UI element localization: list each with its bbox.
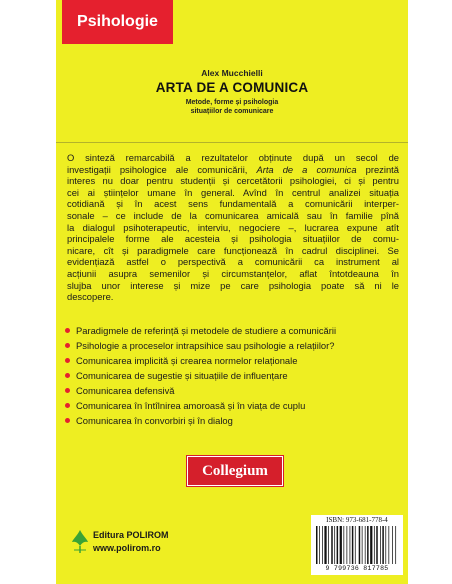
blurb-line: la dialogul psihoterapeutic, interviu, negociere –, lucrarea expune atît [67,221,399,233]
list-item-label: Comunicarea de sugestie și situațiile de influențare [76,370,288,381]
barcode-icon [315,526,399,564]
bullet-icon [65,358,70,363]
subtitle-line: situațiilor de comunicare [190,108,274,115]
blurb-line: descopere. [67,291,114,303]
blurb-text [67,152,399,303]
series-label: Psihologie [62,0,173,44]
collection-logo: Collegium [187,456,283,486]
book-title: ARTA DE A COMUNICA [155,80,309,95]
divider [56,142,408,143]
ean-digits: 9 799736 817785 [325,565,389,572]
blurb-line: cotidiană și în acest sens fundamentală a comunicării interper- [67,198,399,210]
book-subtitle [56,98,408,116]
bullet-icon [65,418,70,423]
barcode-block [311,515,403,575]
author-name: Alex Mucchielli [201,68,263,78]
blurb-line: investigații psihologice ale comunicării, Arta de a comunica prezintă [67,163,399,175]
list-item [65,383,405,398]
list-item [65,353,405,368]
list-item [65,413,405,428]
blurb-line: sonale – ce include de la comunicarea amicală sau în familie pînă [67,209,399,221]
isbn-text: ISBN: 973-681-778-4 [326,516,388,524]
list-item-label: Comunicarea defensivă [76,385,175,396]
blurb-line: slujba unor interese și mize pe care psihologia poate să ni le [67,279,399,291]
list-item [65,323,405,338]
blurb-line: nicare, cît și paradigmele care funcționează în cadrul disciplinei. Se [67,244,399,256]
list-item-label: Comunicarea în întîlnirea amoroasă și în viața de cuplu [76,400,306,411]
blurb-line: O sinteză remarcabilă a rezultatelor obținute după un secol de [67,152,399,163]
list-item-label: Paradigmele de referință și metodele de studiere a comunicării [76,325,337,336]
blurb-line: acțiunii asupra semenilor și circumstanțelor, aflat întotdeauna în [67,267,399,279]
list-item-label: Psihologie a proceselor intrapsihice sau psihologie a relațiilor? [76,340,335,351]
cover-panel [56,0,408,584]
polirom-logo-icon [70,528,90,554]
bullet-icon [65,388,70,393]
contents-list [65,323,405,428]
list-item [65,368,405,383]
blurb-line: principalele forme ale acesteia și psihologia situațiilor de comu- [67,233,399,245]
list-item-label: Comunicarea implicită și crearea normelor relaționale [76,355,298,366]
publisher-name: Editura POLIROM [93,530,169,540]
bullet-icon [65,373,70,378]
bullet-icon [65,343,70,348]
blurb-line: cei ai științelor umane în general. Avînd în centrul analizei situația [67,186,399,198]
list-item [65,338,405,353]
blurb-line: interes nu doar pentru studenții și cercetătorii psihologiei, ci și pentru [67,175,399,187]
list-item [65,398,405,413]
publisher-url: www.polirom.ro [93,543,161,553]
book-title-inline: Arta de a comunica [256,163,357,175]
bullet-icon [65,328,70,333]
blurb-line: evidențiază astfel o perspectivă a comunicării ca instrument al [67,256,399,268]
subtitle-line: Metode, forme și psihologia [185,99,279,106]
list-item-label: Comunicarea în convorbiri și în dialog [76,415,233,426]
bullet-icon [65,403,70,408]
publisher-block [70,526,220,566]
